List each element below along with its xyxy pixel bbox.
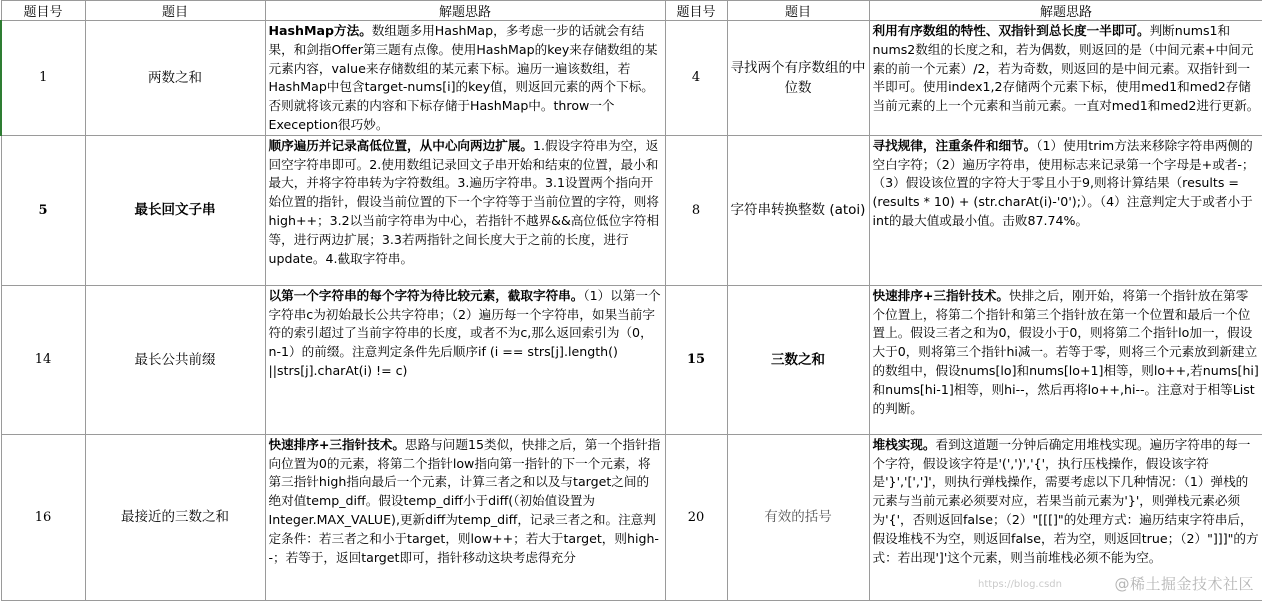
problem-title: 最长回文子串 — [85, 135, 265, 285]
solution-idea — [265, 135, 665, 285]
table-row — [1, 434, 1262, 600]
problem-number: 1 — [1, 21, 85, 136]
solution-text: 1.假设字符串为空，返回空字符串即可。2.使用数组记录回文子串开始和结束的位置，最小和最大，并将字符串转为字符数组。3.遍历字符串。3.1设置两个指向开始位置的指针，假设当前位置的下一个字符等于当前位置的字符，则将high++；3.2以当前字符串为中心，若指针不越界&&高位低位字符相等，进行两边扩展；3.3若两指针之间长度大于之前的长度，进行update。4.截取字符串。 — [268, 137, 659, 266]
solution-text: 思路与问题15类似，快排之后，第一个指针指向位置为0的元素，将第二个指针low指向第一指针的下一个元素，将第三指针high指向最后一个元素，计算三者之和以及与target之间的绝对值temp_diff。假设temp_diff小于diff(（初始值设置为Integer.MAX_VALUE),更新diff为temp_diff，记录三者之和。注意判定条件：若三者之和小于target，则low++；若大于target，则high--；若等于，返回target即可，指针移动这块考虑得充分 — [268, 436, 661, 565]
problem-number: 8 — [665, 135, 727, 285]
problem-title: 最长公共前缀 — [85, 285, 265, 434]
solution-lead: 顺序遍历并记录高低位置，从中心向两边扩展。 — [268, 137, 533, 153]
header-row — [1, 1, 1262, 21]
header-problem-number: 题目号 — [1, 1, 85, 21]
problem-title: 寻找两个有序数组的中位数 — [727, 21, 869, 136]
problem-number: 16 — [1, 434, 85, 600]
watermark-url: https://blog.csdn — [977, 579, 1062, 590]
table-row — [1, 21, 1262, 136]
problem-title: 字符串转换整数 (atoi) — [727, 135, 869, 285]
header-solution-idea-2: 解题思路 — [869, 1, 1262, 21]
solution-text: 判断nums1和nums2数组的长度之和，若为偶数，则返回的是（中间元素+中间元素的前一个元素）/2，若为奇数，则返回的是中间元素。双指针到一半即可。使用index1,2存储两个元素下标，使用med1和med2存储当前元素的上一个元素和当前元素。一直对med1和med2进行更新。 — [872, 23, 1260, 114]
problem-number: 5 — [1, 135, 85, 285]
problem-title: 最接近的三数之和 — [85, 434, 265, 600]
solution-text: 数组题多用HashMap，多考虑一步的话就会有结果，和剑指Offer第三题有点像。使用HashMap的key来存储数组的某元素内容，value来存储数组的某元素下标。遍历一遍该数组，若HashMap中包含target-nums[i]的key值，则返回元素的两个下标。否则就将该元素的内容和下标存储于HashMap中。throw一个Exeception很巧妙。 — [268, 23, 658, 132]
problem-title: 两数之和 — [85, 21, 265, 136]
solution-lead: 利用有序数组的特性、双指针到总长度一半即可。 — [872, 23, 1150, 38]
solution-idea — [869, 21, 1262, 136]
header-problem-title-2: 题目 — [727, 1, 869, 21]
solution-idea — [265, 285, 665, 434]
problem-title: 三数之和 — [727, 285, 869, 434]
solution-text: （1）使用trim方法来移除字符串两侧的空白字符；（2）遍历字符串，使用标志来记录第一个字母是+或者-；（3）假设该位置的字符大于零且小于9,则将计算结果（results = (results * 10) + (str.charAt(i)-'0');）。（4）注意判定大于或者小于int的最大值或最小值。击败87.74%。 — [872, 137, 1255, 228]
problem-number: 4 — [665, 21, 727, 136]
problem-number: 14 — [1, 285, 85, 434]
solution-text: 快排之后，刚开始，将第一个指针放在第零个位置上，将第二个指针和第三个指针放在第一个位置和最后一个位置上。假设三者之和为0，假设小于0，则将第二个指针lo加一，假设大于0，则将第三个指针hi减一。若等于零，则将三个元素放到新建立的数组中，假设nums[lo]和nums[lo+1]相等，则lo++,若nums[hi]和nums[hi-1]相等，则hi--，然后再将lo++,hi--。注意对于相等List的判断。 — [872, 287, 1259, 416]
header-problem-title: 题目 — [85, 1, 265, 21]
solution-text: 看到这道题一分钟后确定用堆栈实现。遍历字符串的每一个字符，假设该字符是'(',')','{'，执行压栈操作，假设该字符是'}','[',']'，则执行弹栈操作，需要考虑以下几种情况：（1）弹栈的元素与当前元素必须要对应，若果当前元素为'}'，则弹栈元素必须为'{'，否则返回false；（2）"[[[]"的处理方式：遍历结束字符串后，假设堆栈不为空，则返回false，若为空，则返回true；（2）"]]]"的方式：若出现']'这个元素，则当前堆栈必须不能为空。 — [872, 436, 1259, 565]
solution-lead: HashMap方法。 — [268, 23, 372, 38]
problem-title: 有效的括号 — [727, 434, 869, 600]
header-problem-number-2: 题目号 — [665, 1, 727, 21]
table-row — [1, 285, 1262, 434]
solution-idea — [869, 135, 1262, 285]
solution-idea — [265, 21, 665, 136]
solution-lead: 堆栈实现。 — [872, 436, 936, 452]
table-row — [1, 135, 1262, 285]
header-solution-idea: 解题思路 — [265, 1, 665, 21]
problem-number: 15 — [665, 285, 727, 434]
solution-lead: 以第一个字符串的每个字符为待比较元素，截取字符串。 — [268, 287, 584, 303]
solution-idea — [265, 434, 665, 600]
solution-lead: 快速排序+三指针技术。 — [268, 436, 405, 452]
solution-idea — [869, 285, 1262, 434]
solution-text: （1）以第一个字符串c为初始最长公共字符串；（2）遍历每一个字符串，如果当前字符的索引超过了当前字符串的长度，或者不为c,那么返回索引为（0，n-1）的前缀。注意判定条件先后顺序if (i == strs[j].length() ||strs[j].charAt(i) != c) — [268, 287, 661, 378]
solution-lead: 寻找规律，注重条件和细节。 — [872, 137, 1037, 153]
problem-number: 20 — [665, 434, 727, 600]
watermark: @稀土掘金技术社区 — [1114, 575, 1254, 593]
solution-lead: 快速排序+三指针技术。 — [872, 287, 1009, 303]
